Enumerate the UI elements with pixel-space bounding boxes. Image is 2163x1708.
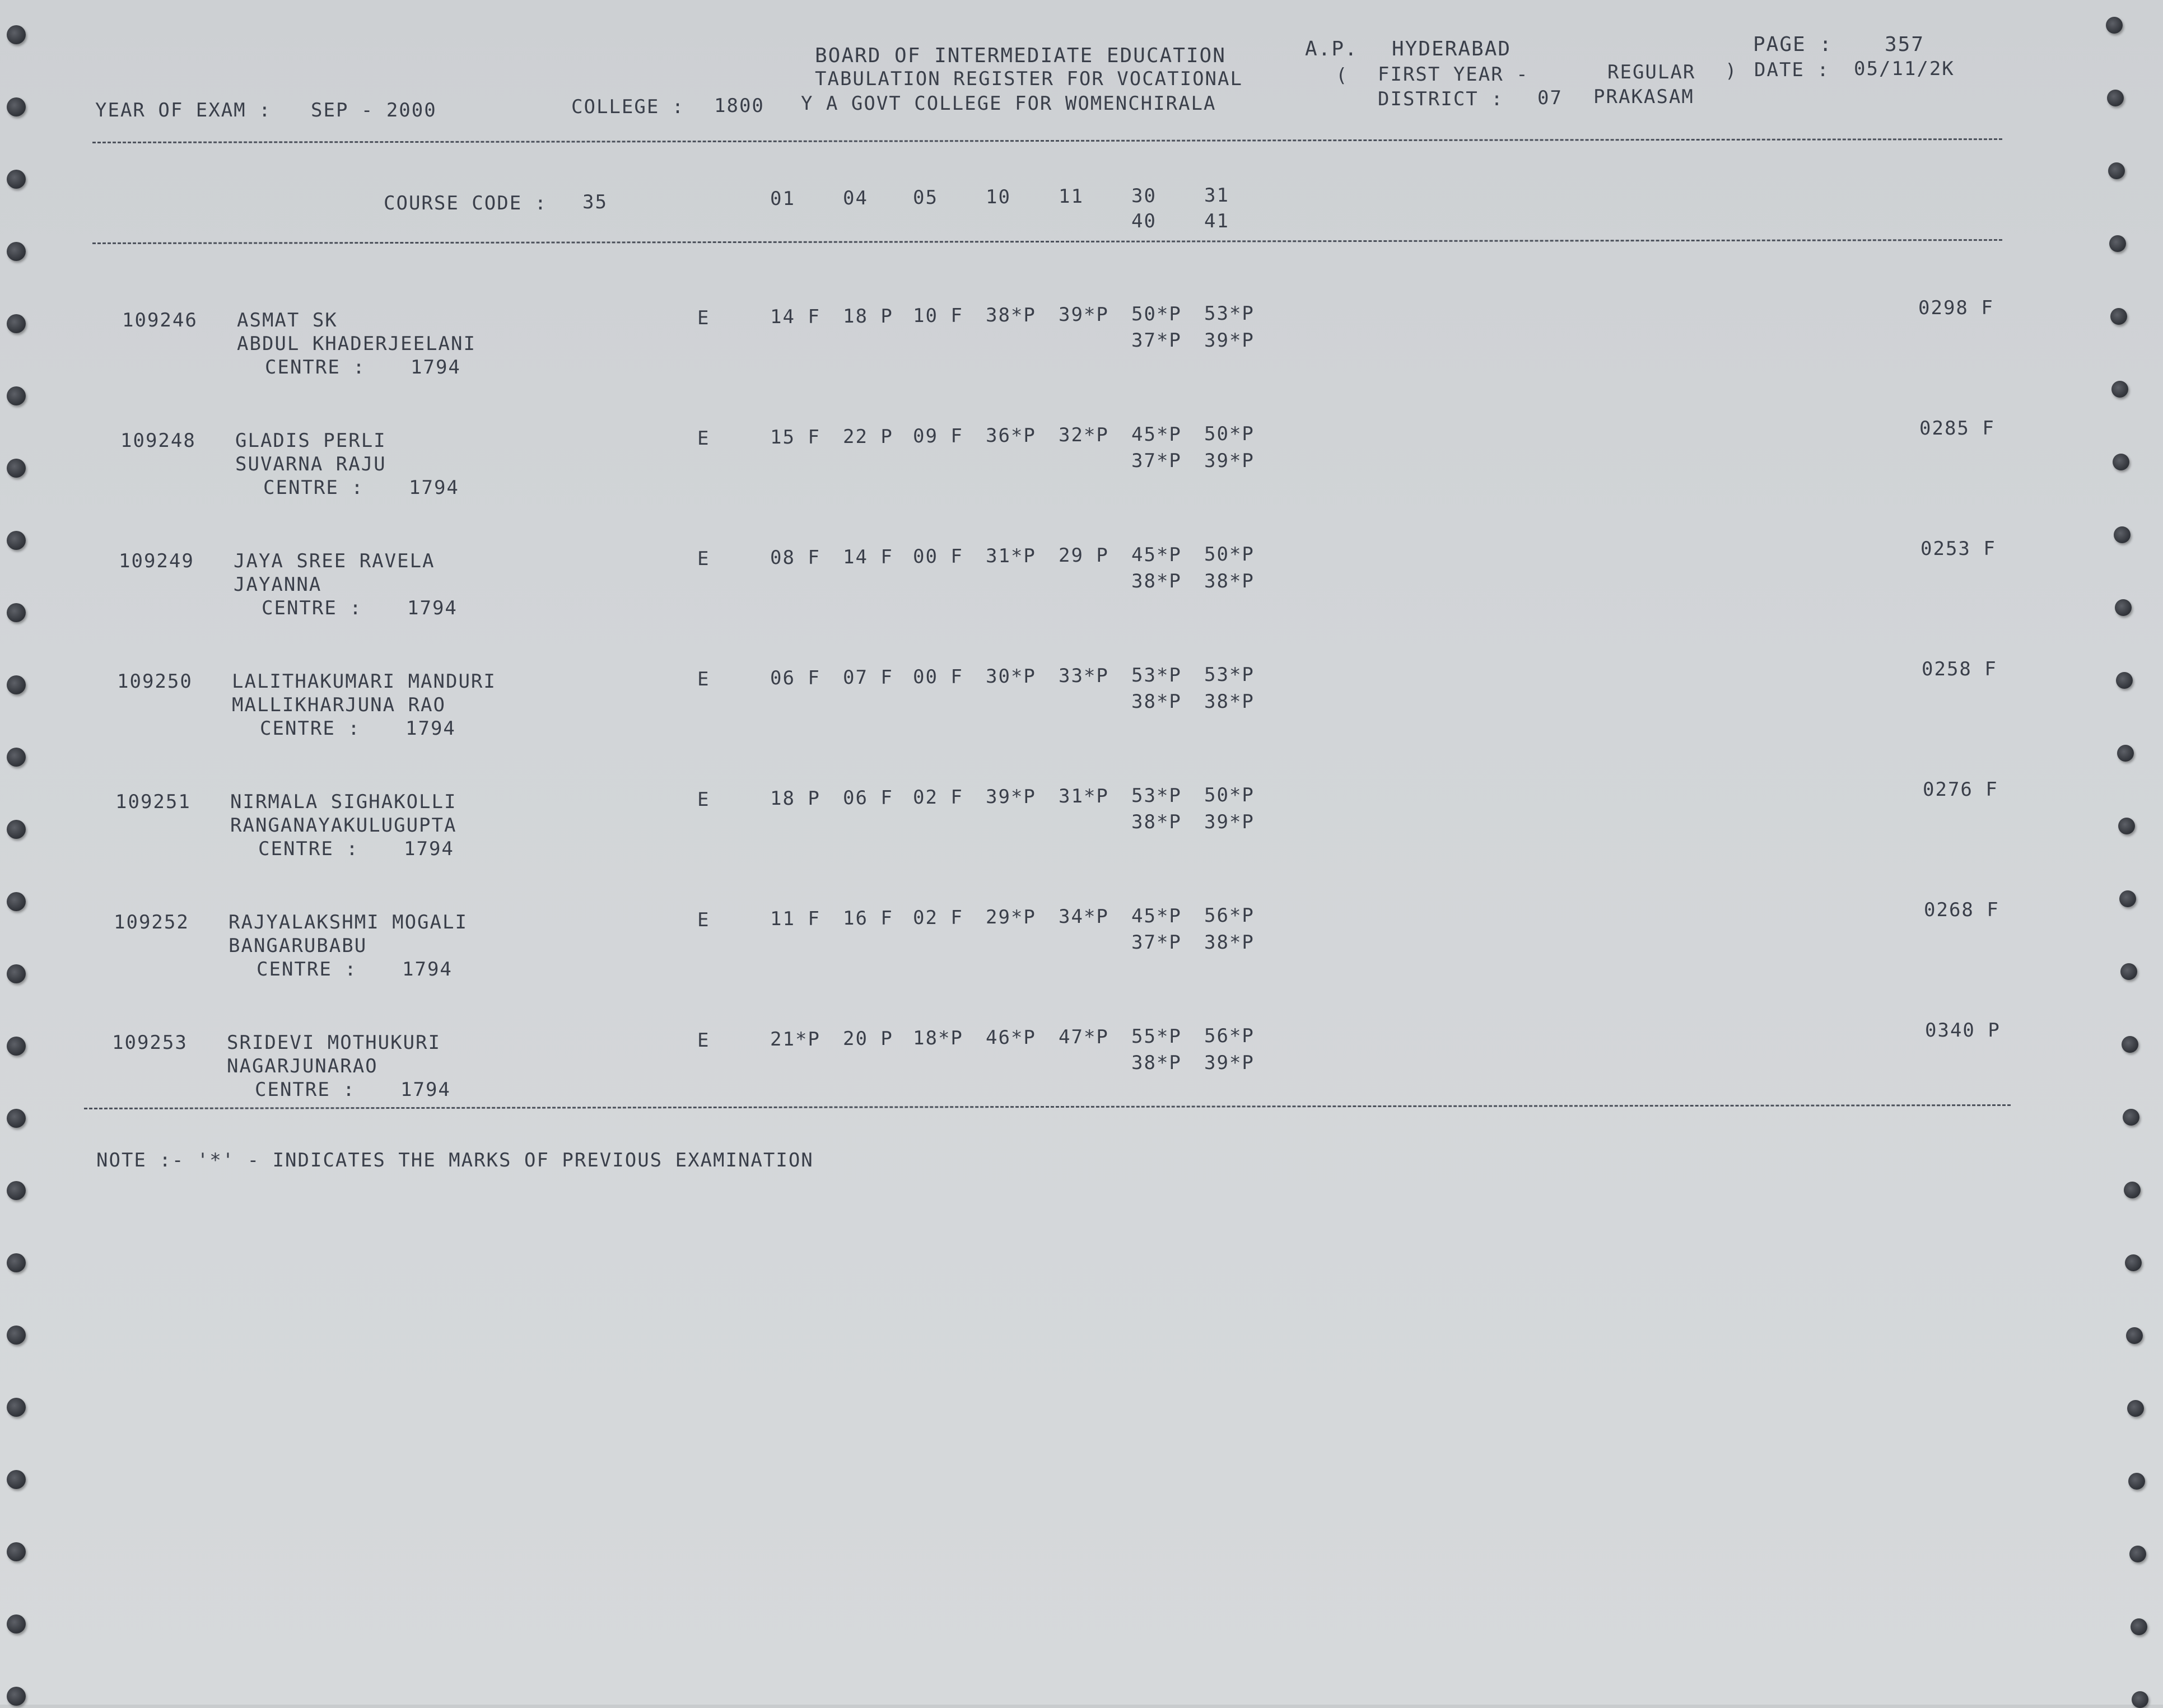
subject-mark: 00 F bbox=[913, 545, 963, 568]
feed-hole bbox=[2122, 1036, 2138, 1053]
subject-code: 40 bbox=[1131, 210, 1157, 232]
subject-mark: 38*P bbox=[1131, 811, 1182, 833]
feed-hole bbox=[7, 1109, 26, 1128]
feed-hole bbox=[7, 1326, 26, 1345]
feed-hole bbox=[7, 1398, 26, 1417]
subject-mark: 14 F bbox=[770, 306, 821, 328]
subject-code: 41 bbox=[1204, 210, 1229, 232]
subject-mark: 53*P bbox=[1204, 302, 1255, 325]
feed-hole bbox=[2107, 90, 2124, 106]
subject-mark: 38*P bbox=[1204, 690, 1255, 713]
subject-mark: 16 F bbox=[843, 907, 893, 930]
feed-hole bbox=[2108, 162, 2125, 179]
footnote: NOTE :- '*' - INDICATES THE MARKS OF PREVIOUS EXAMINATION bbox=[96, 1149, 814, 1172]
subject-mark: 46*P bbox=[986, 1026, 1036, 1049]
subject-mark: 21*P bbox=[770, 1028, 821, 1051]
subject-mark: 39*P bbox=[1204, 329, 1255, 352]
subject-mark: 18*P bbox=[913, 1027, 963, 1049]
medium: E bbox=[697, 427, 710, 450]
subject-mark: 38*P bbox=[1131, 570, 1182, 592]
subject-mark: 37*P bbox=[1131, 329, 1182, 352]
feed-hole bbox=[2124, 1182, 2141, 1198]
centre-label: CENTRE : bbox=[257, 958, 357, 981]
feed-hole bbox=[7, 1181, 26, 1200]
centre-code: 1794 bbox=[409, 477, 459, 499]
tractor-feed-holes-left bbox=[0, 0, 34, 1705]
father-name: SUVARNA RAJU bbox=[235, 453, 386, 475]
feed-hole bbox=[7, 1614, 26, 1634]
feed-hole bbox=[2123, 1109, 2139, 1126]
subject-code: 11 bbox=[1059, 185, 1084, 208]
subject-mark: 39*P bbox=[1059, 304, 1109, 326]
subject-mark: 37*P bbox=[1131, 450, 1182, 472]
subject-mark: 38*P bbox=[1204, 570, 1255, 592]
centre-code: 1794 bbox=[407, 597, 458, 619]
subject-mark: 56*P bbox=[1204, 904, 1255, 927]
student-name: SRIDEVI MOTHUKURI bbox=[227, 1032, 441, 1054]
feed-hole bbox=[2132, 1691, 2148, 1708]
subject-code: 01 bbox=[770, 188, 795, 210]
print-date: 05/11/2K bbox=[1854, 58, 1955, 80]
total-result: 0298 F bbox=[1918, 297, 1994, 319]
subject-mark: 15 F bbox=[770, 426, 821, 449]
feed-hole bbox=[7, 603, 26, 622]
subject-mark: 14 F bbox=[843, 546, 893, 568]
subject-code: 30 bbox=[1131, 185, 1157, 207]
centre-code: 1794 bbox=[411, 356, 461, 379]
total-result: 0258 F bbox=[1922, 658, 1997, 680]
subject-mark: 50*P bbox=[1131, 303, 1182, 325]
district-name: PRAKASAM bbox=[1593, 86, 1694, 108]
feed-hole bbox=[2119, 890, 2136, 907]
exam-mode: REGULAR bbox=[1607, 61, 1696, 83]
subject-mark: 18 P bbox=[843, 305, 893, 328]
roll-number: 109248 bbox=[120, 430, 196, 452]
student-name: NIRMALA SIGHAKOLLI bbox=[230, 791, 457, 813]
feed-hole bbox=[7, 1687, 26, 1706]
subject-mark: 38*P bbox=[986, 304, 1036, 326]
subject-code: 31 bbox=[1204, 184, 1229, 207]
feed-hole bbox=[2117, 745, 2134, 762]
medium: E bbox=[697, 548, 710, 570]
subject-mark: 53*P bbox=[1131, 785, 1182, 807]
centre-code: 1794 bbox=[404, 838, 454, 860]
dashed-rule-bottom bbox=[84, 1104, 2011, 1109]
student-name: ASMAT SK bbox=[237, 309, 338, 332]
year-level: FIRST YEAR - bbox=[1378, 63, 1529, 86]
year-of-exam: SEP - 2000 bbox=[311, 99, 437, 122]
roll-number: 109246 bbox=[122, 309, 198, 332]
subject-mark: 22 P bbox=[843, 426, 893, 448]
feed-hole bbox=[2118, 818, 2135, 834]
year-of-exam-label: YEAR OF EXAM : bbox=[95, 99, 272, 122]
subject-mark: 29 P bbox=[1059, 544, 1109, 567]
roll-number: 109250 bbox=[117, 670, 193, 693]
feed-hole bbox=[7, 459, 26, 478]
feed-hole bbox=[2128, 1473, 2145, 1490]
board-title: BOARD OF INTERMEDIATE EDUCATION bbox=[815, 44, 1226, 67]
father-name: NAGARJUNARAO bbox=[227, 1055, 378, 1077]
subject-mark: 08 F bbox=[770, 547, 821, 569]
father-name: JAYANNA bbox=[234, 573, 322, 596]
feed-hole bbox=[2126, 1327, 2143, 1344]
feed-hole bbox=[2115, 599, 2132, 616]
subject-mark: 31*P bbox=[986, 545, 1036, 567]
feed-hole bbox=[7, 314, 26, 333]
feed-hole bbox=[2120, 963, 2137, 980]
medium: E bbox=[697, 1029, 710, 1052]
feed-hole bbox=[2106, 17, 2123, 34]
subject-mark: 29*P bbox=[986, 906, 1036, 928]
feed-hole bbox=[2111, 381, 2128, 398]
subject-mark: 50*P bbox=[1204, 543, 1255, 566]
page-number: 357 bbox=[1885, 33, 1925, 56]
subject-mark: 30*P bbox=[986, 665, 1036, 688]
feed-hole bbox=[2114, 526, 2131, 543]
subject-mark: 00 F bbox=[913, 666, 963, 688]
feed-hole bbox=[2129, 1546, 2146, 1562]
father-name: BANGARUBABU bbox=[229, 935, 367, 957]
tractor-feed-holes-right bbox=[2095, 0, 2162, 1705]
feed-hole bbox=[7, 892, 26, 911]
subject-mark: 34*P bbox=[1059, 906, 1109, 928]
centre-code: 1794 bbox=[402, 958, 453, 981]
district-label: DISTRICT : bbox=[1378, 88, 1504, 110]
feed-hole bbox=[2109, 235, 2126, 252]
subject-mark: 38*P bbox=[1131, 1052, 1182, 1074]
feed-hole bbox=[7, 242, 26, 261]
page-label: PAGE : bbox=[1753, 33, 1833, 56]
student-name: JAYA SREE RAVELA bbox=[234, 550, 435, 572]
subject-mark: 50*P bbox=[1204, 784, 1255, 806]
subject-mark: 06 F bbox=[843, 787, 893, 809]
subject-mark: 39*P bbox=[986, 786, 1036, 808]
subject-code: 05 bbox=[913, 186, 938, 209]
centre-label: CENTRE : bbox=[255, 1079, 356, 1101]
roll-number: 109249 bbox=[119, 550, 194, 572]
register-title: TABULATION REGISTER FOR VOCATIONAL bbox=[815, 68, 1243, 90]
feed-hole bbox=[2127, 1400, 2144, 1417]
feed-hole bbox=[2131, 1618, 2147, 1635]
subject-mark: 50*P bbox=[1204, 423, 1255, 445]
feed-hole bbox=[7, 675, 26, 694]
medium: E bbox=[697, 788, 710, 811]
subject-mark: 39*P bbox=[1204, 1052, 1255, 1074]
college-name: Y A GOVT COLLEGE FOR WOMENCHIRALA bbox=[801, 92, 1216, 115]
subject-mark: 36*P bbox=[986, 424, 1036, 447]
feed-hole bbox=[2116, 672, 2133, 689]
subject-mark: 09 F bbox=[913, 425, 963, 447]
total-result: 0276 F bbox=[1923, 778, 1998, 801]
centre-label: CENTRE : bbox=[263, 477, 364, 499]
subject-mark: 39*P bbox=[1204, 450, 1255, 472]
subject-mark: 18 P bbox=[770, 787, 821, 810]
subject-mark: 06 F bbox=[770, 667, 821, 689]
feed-hole bbox=[7, 25, 26, 44]
feed-hole bbox=[7, 1542, 26, 1561]
subject-mark: 10 F bbox=[913, 305, 963, 327]
medium: E bbox=[697, 307, 710, 329]
paren-open: ( bbox=[1336, 64, 1349, 87]
total-result: 0285 F bbox=[1919, 417, 1995, 440]
centre-label: CENTRE : bbox=[260, 717, 361, 740]
subject-mark: 39*P bbox=[1204, 811, 1255, 833]
subject-mark: 45*P bbox=[1131, 423, 1182, 446]
subject-code: 10 bbox=[986, 186, 1011, 208]
feed-hole bbox=[7, 1470, 26, 1489]
medium: E bbox=[697, 909, 710, 931]
father-name: ABDUL KHADERJEELANI bbox=[237, 333, 476, 355]
centre-label: CENTRE : bbox=[258, 838, 359, 860]
medium: E bbox=[697, 668, 710, 690]
subject-mark: 31*P bbox=[1059, 785, 1109, 808]
subject-mark: 38*P bbox=[1204, 931, 1255, 954]
feed-hole bbox=[7, 531, 26, 550]
feed-hole bbox=[7, 97, 26, 116]
centre-code: 1794 bbox=[405, 717, 456, 740]
student-name: LALITHAKUMARI MANDURI bbox=[232, 670, 496, 693]
feed-hole bbox=[7, 1253, 26, 1272]
subject-mark: 32*P bbox=[1059, 424, 1109, 446]
subject-mark: 45*P bbox=[1131, 905, 1182, 927]
feed-hole bbox=[2110, 308, 2127, 325]
course-code-label: COURSE CODE : bbox=[384, 192, 548, 214]
subject-mark: 47*P bbox=[1059, 1026, 1109, 1048]
board-state: A.P. bbox=[1305, 38, 1358, 60]
student-name: RAJYALAKSHMI MOGALI bbox=[229, 911, 468, 934]
subject-mark: 55*P bbox=[1131, 1025, 1182, 1048]
student-name: GLADIS PERLI bbox=[235, 430, 386, 452]
subject-mark: 02 F bbox=[913, 786, 963, 809]
district-code: 07 bbox=[1537, 87, 1563, 109]
college-code: 1800 bbox=[714, 95, 764, 117]
subject-mark: 07 F bbox=[843, 666, 893, 689]
centre-label: CENTRE : bbox=[265, 356, 366, 379]
subject-mark: 45*P bbox=[1131, 544, 1182, 566]
centre-label: CENTRE : bbox=[262, 597, 362, 619]
feed-hole bbox=[2113, 454, 2129, 470]
dashed-rule-header bbox=[92, 239, 2002, 244]
total-result: 0253 F bbox=[1920, 538, 1996, 560]
subject-mark: 37*P bbox=[1131, 931, 1182, 954]
subject-mark: 53*P bbox=[1204, 664, 1255, 686]
dashed-rule-top bbox=[92, 138, 2002, 143]
subject-mark: 56*P bbox=[1204, 1025, 1255, 1047]
subject-mark: 11 F bbox=[770, 908, 821, 930]
feed-hole bbox=[7, 170, 26, 189]
subject-mark: 02 F bbox=[913, 907, 963, 929]
feed-hole bbox=[7, 820, 26, 839]
subject-mark: 33*P bbox=[1059, 665, 1109, 687]
course-code: 35 bbox=[582, 191, 608, 213]
feed-hole bbox=[7, 1037, 26, 1056]
subject-mark: 20 P bbox=[843, 1028, 893, 1050]
total-result: 0340 P bbox=[1925, 1019, 2001, 1042]
subject-mark: 53*P bbox=[1131, 664, 1182, 687]
roll-number: 109251 bbox=[115, 791, 191, 813]
feed-hole bbox=[2125, 1254, 2142, 1271]
total-result: 0268 F bbox=[1924, 899, 1999, 921]
feed-hole bbox=[7, 748, 26, 767]
feed-hole bbox=[7, 964, 26, 983]
subject-mark: 38*P bbox=[1131, 690, 1182, 713]
date-label: DATE : bbox=[1754, 59, 1830, 81]
subject-code: 04 bbox=[843, 187, 868, 209]
roll-number: 109252 bbox=[114, 911, 189, 934]
paren-close: ) bbox=[1725, 60, 1738, 82]
board-city: HYDERABAD bbox=[1392, 38, 1512, 60]
father-name: RANGANAYAKULUGUPTA bbox=[230, 814, 457, 837]
roll-number: 109253 bbox=[112, 1032, 188, 1054]
centre-code: 1794 bbox=[400, 1079, 451, 1101]
father-name: MALLIKHARJUNA RAO bbox=[232, 694, 446, 716]
college-label: COLLEGE : bbox=[571, 96, 685, 118]
feed-hole bbox=[7, 386, 26, 405]
